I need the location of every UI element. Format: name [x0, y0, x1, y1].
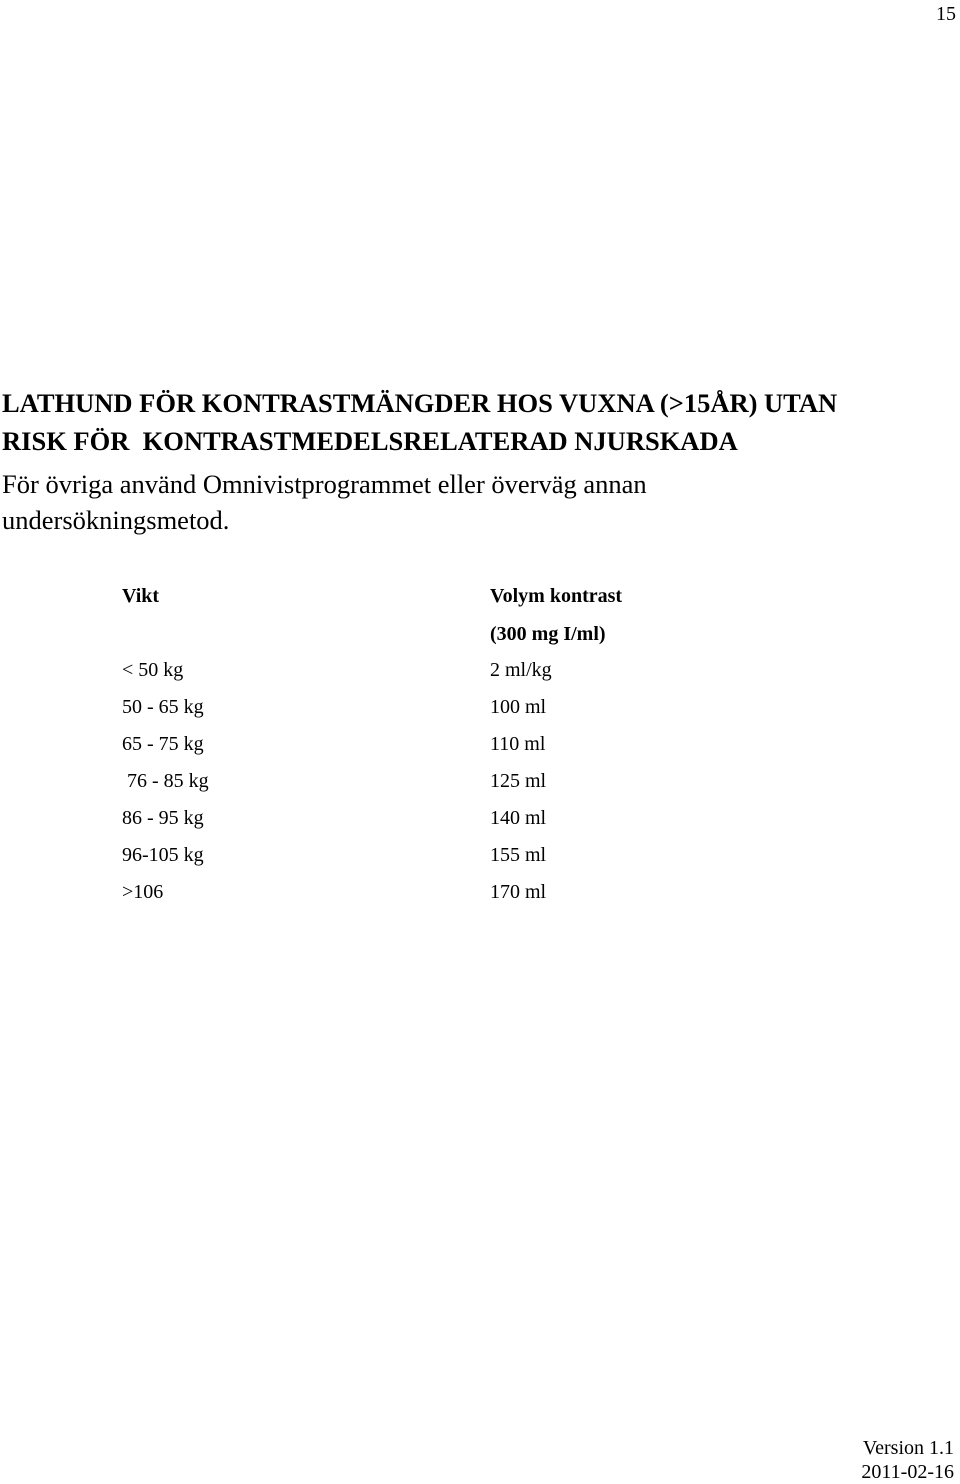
table-row-weight: < 50 kg — [122, 659, 184, 681]
heading-line-2: RISK FÖR KONTRASTMEDELSRELATERAD NJURSKADA — [2, 426, 738, 456]
table-row-volume: 125 ml — [490, 770, 547, 792]
table-row-weight: 65 - 75 kg — [122, 733, 204, 755]
heading-line-1: LATHUND FÖR KONTRASTMÄNGDER HOS VUXNA (>15ÅR) UTAN — [2, 388, 838, 418]
header-volume-note: (300 mg I/ml) — [490, 623, 606, 645]
footer-date: 2011-02-16 — [861, 1461, 954, 1483]
table-row-weight: 86 - 95 kg — [122, 807, 204, 829]
table-row-volume: 100 ml — [490, 696, 547, 718]
table-row-volume: 155 ml — [490, 844, 547, 866]
table-row-volume: 170 ml — [490, 881, 547, 903]
intro-paragraph — [2, 466, 958, 538]
header-volume: Volym kontrast — [490, 585, 623, 607]
table-row-volume: 2 ml/kg — [490, 659, 552, 681]
footer-version: Version 1.1 — [862, 1437, 954, 1459]
table-row-volume: 140 ml — [490, 807, 547, 829]
table-row-weight: 96-105 kg — [122, 844, 204, 866]
header-weight: Vikt — [122, 585, 160, 607]
intro-line-1: För övriga använd Omnivistprogrammet eller överväg annan — [2, 469, 647, 499]
intro-line-2: undersökningsmetod. — [2, 505, 230, 535]
page-number: 15 — [936, 3, 956, 25]
document-heading — [2, 384, 958, 460]
table-row-volume: 110 ml — [490, 733, 546, 755]
table-row-weight: 76 - 85 kg — [122, 770, 209, 792]
table-row-weight: 50 - 65 kg — [122, 696, 204, 718]
table-row-weight: >106 — [122, 881, 164, 903]
